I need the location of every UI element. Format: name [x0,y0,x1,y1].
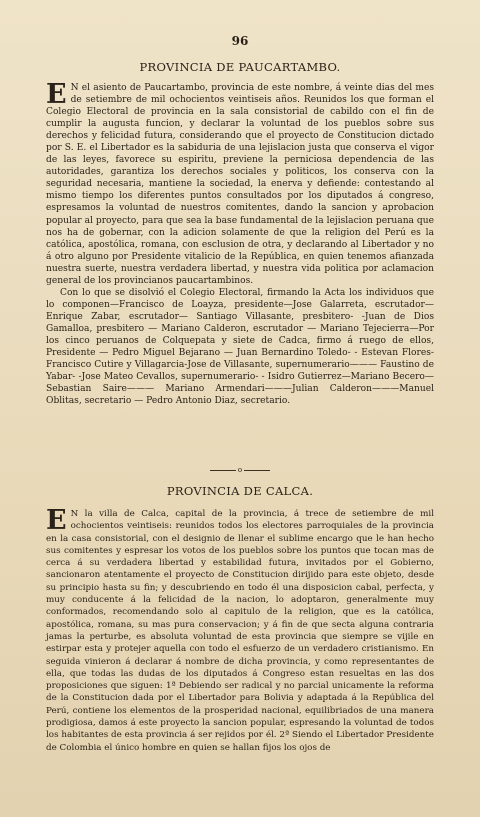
section-paucartambo [46,60,434,407]
drop-cap: E [46,505,67,536]
paragraph [46,79,434,287]
drop-cap: E [46,79,67,110]
section-calca [46,484,434,754]
paragraph-text: N el asiento de Paucartambo, provincia de este nombre, á veinte dias del mes de setiembre de mil ochocientos veintiseis años. Reunidos los que forman el Colegio Electoral de provincia en la sala consistorial de cabildo con el fin de cumplir la augusta funcion, y declarar la voluntad de los pueblos sobre sus derechos y felicidad futura, considerando que el proyecto de Constitucion dictado por S. E. el Libertador es la sabiduria de una lejislacion justa que conserva el vigor de las leyes, favorece su espiritu, previene la perniciosa dependencia de las autoridades, garantiza los derechos sociales y politicos, los conserva con la seguridad necesaria, mantiene la sociedad, la enerva y defiende: contestando al mismo tiempo los diferentes puntos consultados por los diputados á congreso, espresamos la voluntad de nuestros comitentes, dando la sancion y aprobacion popular al proyecto, para que sea la base fundamental de la lejislacion peruana que nos ha de gobernar, con la adicion solamente de que la religion del Perú es la católica, apostólica, romana, con esclusion de otra, y declarando al Libertador y no á otro alguno por Presidente vitalicio de la República, en quien tenemos afianzada nuestra suerte, nuestra verdadera libertad, y nuestra vida politica por aclamacion general de los provincianos paucartambinos. [46,83,434,286]
paragraph [46,505,434,754]
section-divider [208,466,272,474]
divider-line [210,470,236,471]
divider-ornament: o [237,466,243,474]
signatures-paragraph: Con lo que se disolvió el Colegio Electoral, firmando la Acta los individuos que lo componen—Francisco de Loayza, presidente—Jose Galarreta, escrutador—Enrique Zabar, escrutador— Santiago Villasante, presbitero- -Juan de Dios Gamalloa, presbitero — Mariano Calderon, escrutador — Mariano Tejecierra—Por los cinco peruanos de Colquepata y siete de Cadca, firmo á ruego de ellos, Presidente — Pedro Miguel Bejarano — Juan Bernardino Toledo- - Estevan Flores-Francisco Cutire y Villagarcia-Jose de Villasante, supernumerario——— Faustino de Yabar- -Jose Mateo Cevallos, supernumerario- - Isidro Gutierrez—Mariano Becero— Sebastian Saire——— Mariano Armendari———Julian Calderon———Manuel Oblitas, secretario — Pedro Antonio Diaz, secretario. [46,287,434,407]
page-number: 96 [231,34,249,48]
section-title: PROVINCIA DE CALCA. [166,484,314,498]
paragraph-text: N la villa de Calca, capital de la provincia, á trece de setiembre de mil ochocientos veintiseis: reunidos todos los electores parroquiales de la provincia en la casa consistorial, con el designio de llenar el sublime encargo que le han hecho sus comitentes y espresar los votos de los pueblos sobre los puntos que tocan mas de cerca á su verdadera libertad y estabilidad futura, invitados por el Gobierno, sancionaron atentamente el proyecto de Constitucion dirijido para este objeto, desde su principio hasta su fin; y descubriendo en todo él una disposicion cabal, perfecta, y muy conducente á la felicidad de la nacion, lo adoptaron, generalmente muy conformados, recomendando solo al capitulo de la religion, que es la católica, apostólica, romana, su mas pura conservacion; y á fin de que secta alguna contraria jamas la perturbe, es absoluta voluntad de esta provincia que siempre se vijile en estirpar esta y protejer aquella con todo el esfuerzo de un verdadero cristianismo. En seguida vinieron á declarar á nombre de dicha provincia, y como representantes de ella, que todas las dudas de los diputados á Congreso estan resueltas en las dos proposiciones que siguen: 1ª Debiendo ser radical y no parcial unicamente la reforma de la Constitucion dada por el Libertador para Bolivia y adaptada á la República del Perú, contiene los elementos de la prosperidad nacional, equilibriados de una manera prodigiosa, damos á este proyecto la sancion popular, espresando la voluntad de todos los habitantes de esta provincia á ser rejidos por él. 2ª Siendo el Libertador Presidente de Colombia el único hombre en quien se hallan fijos los ojos de [46,509,434,753]
divider-line [244,470,270,471]
section-title: PROVINCIA DE PAUCARTAMBO. [139,60,341,74]
